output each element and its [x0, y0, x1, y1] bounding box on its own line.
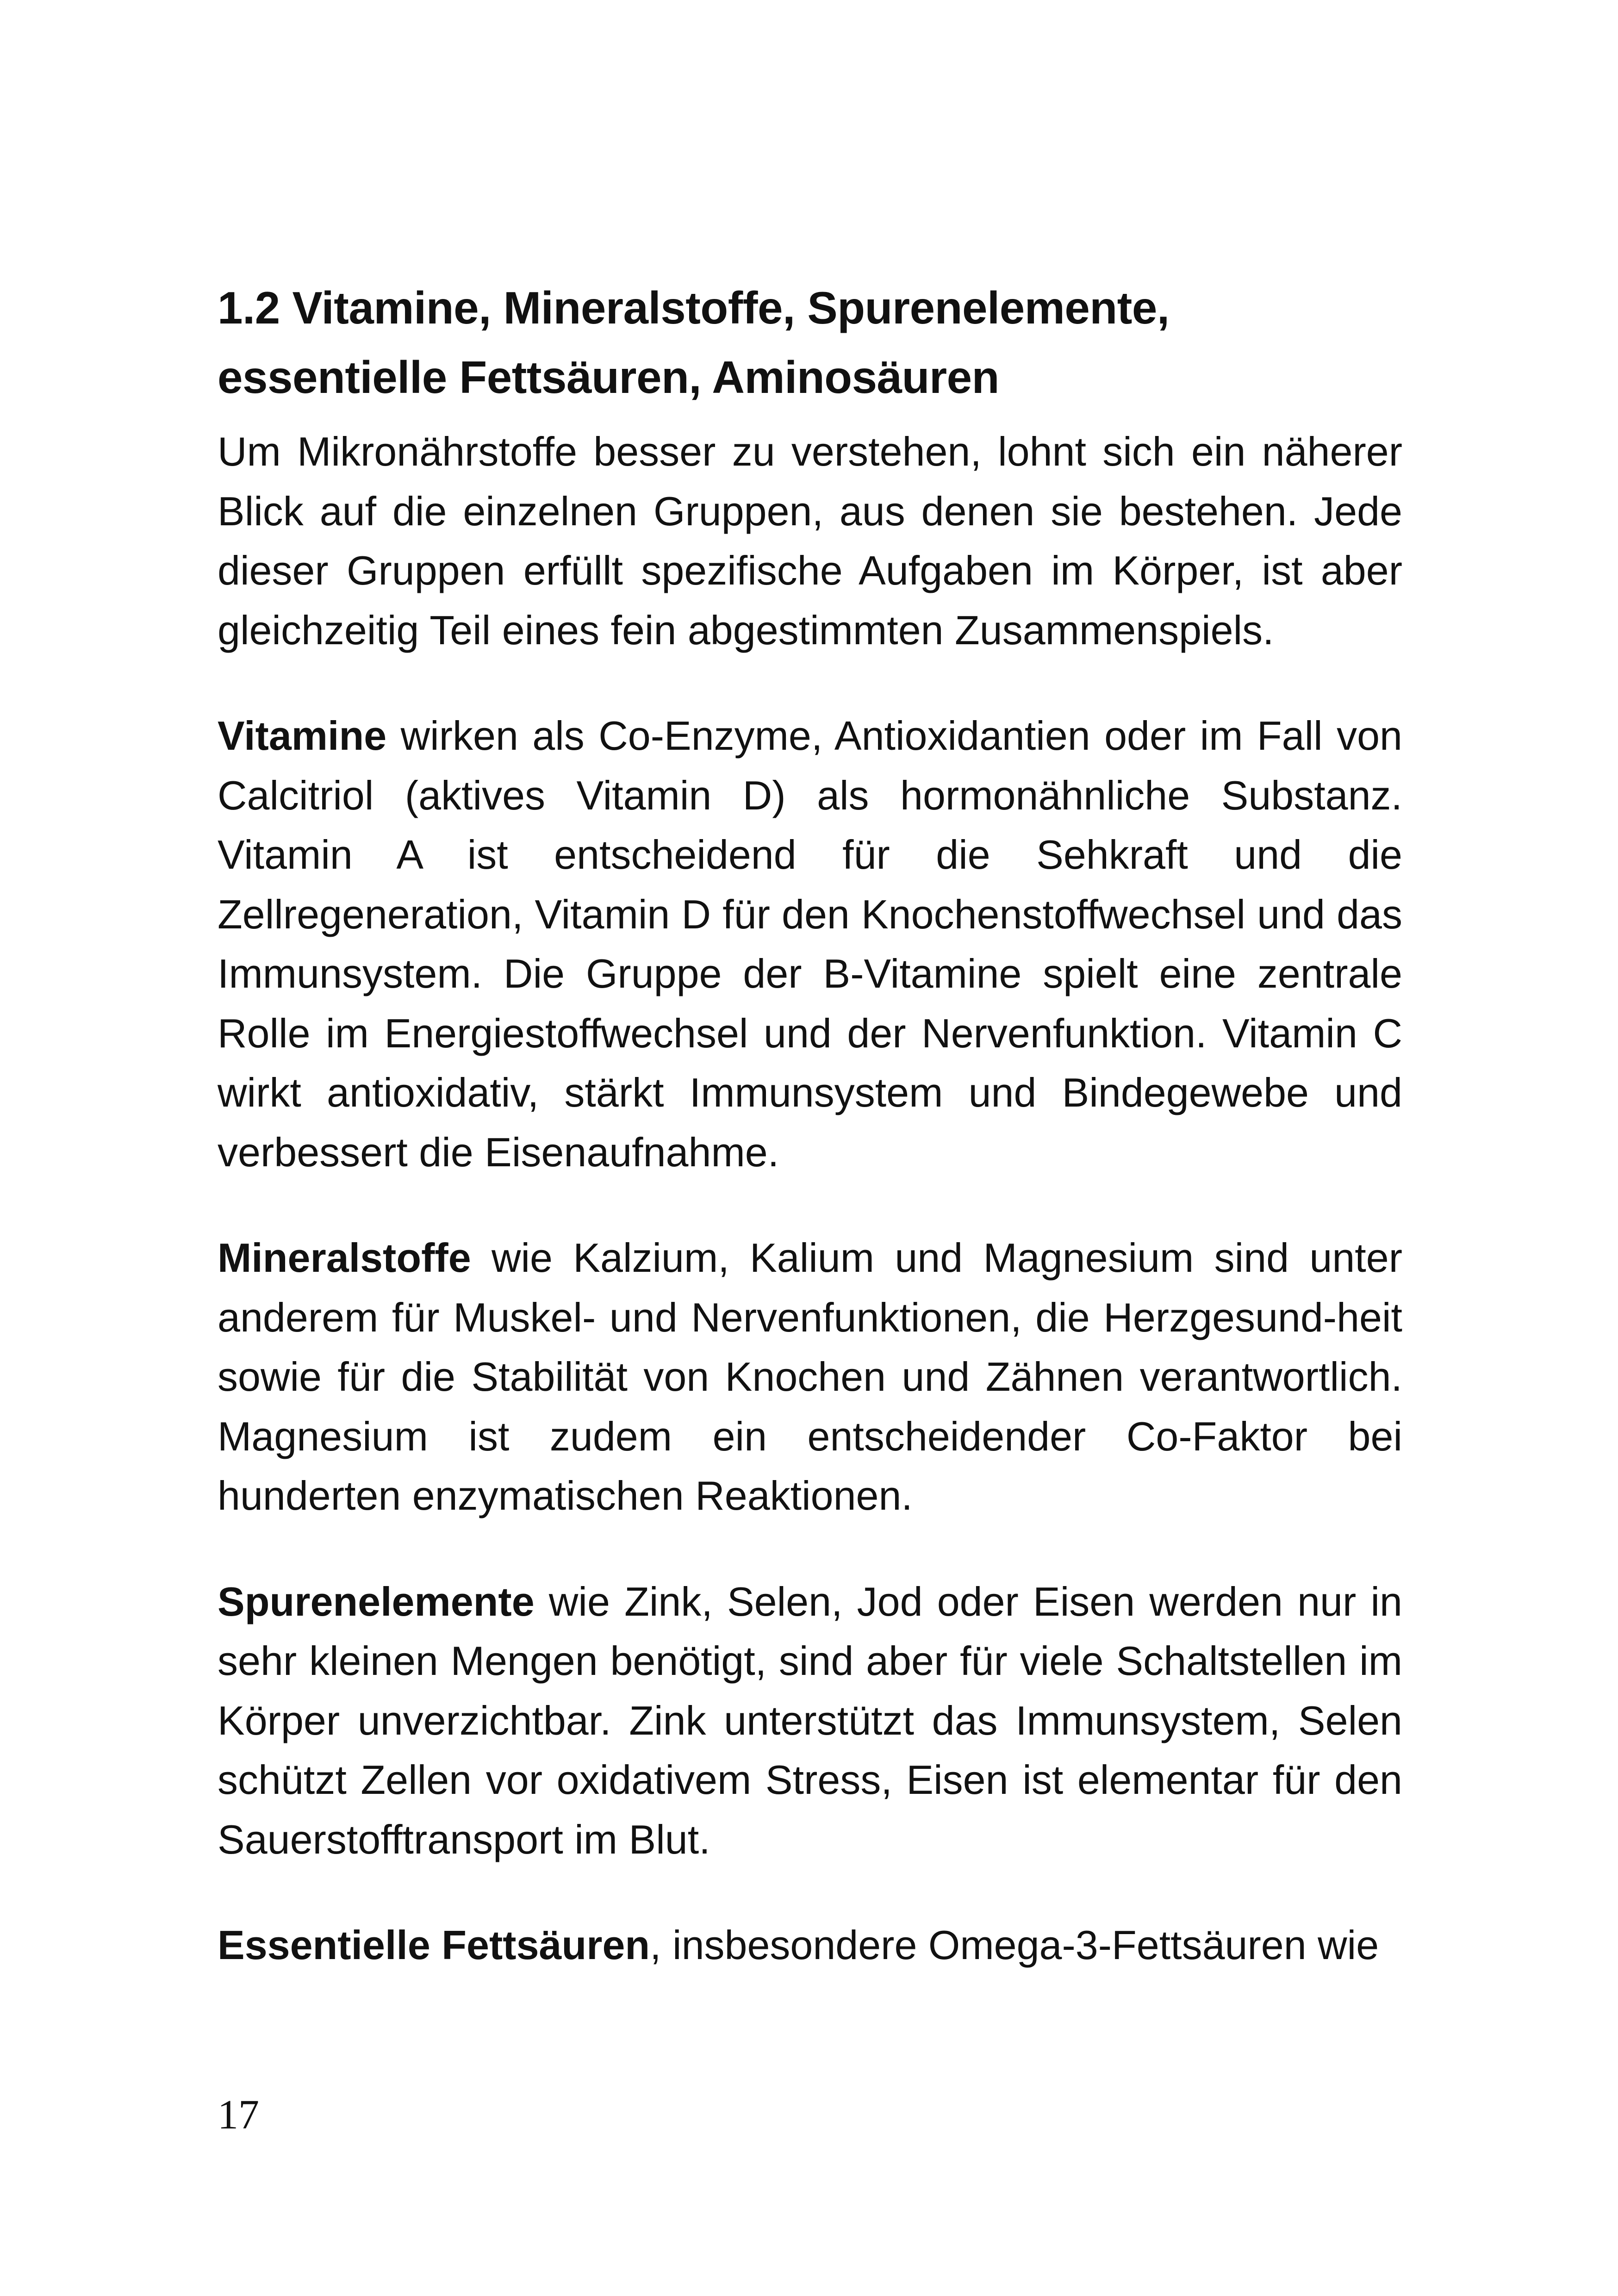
paragraph-lead-term: Mineralstoffe	[218, 1235, 471, 1281]
paragraph-body: , insbesondere Omega-3-Fettsäuren wie	[650, 1922, 1379, 1968]
paragraph-spurenelemente	[218, 1572, 1402, 1870]
section-heading-line-2: essentielle Fettsäuren, Aminosäuren	[218, 352, 999, 403]
paragraph-body: wirken als Co-Enzyme, Antioxidantien oder im Fall von Calcitriol (aktives Vitamin D) als hormonähnliche Substanz. Vitamin A ist entscheidend für die Sehkraft und die Zellregeneration, Vitamin D für den Knochenstoffwechsel und das Immunsystem. Die Gruppe der B-Vitamine spielt eine zentrale Rolle im Energiestoffwechsel und der Nervenfunktion. Vitamin C wirkt antioxidativ, stärkt Immunsystem und Bindegewebe und verbessert die Eisenaufnahme.	[218, 713, 1402, 1175]
paragraph-body: wie Zink, Selen, Jod oder Eisen werden nur in sehr kleinen Mengen benötigt, sind aber für viele Schaltstellen im Körper unverzichtbar. Zink unterstützt das Immunsystem, Selen schützt Zellen vor oxidativem Stress, Eisen ist elementar für den Sauerstofftransport im Blut.	[218, 1578, 1402, 1862]
paragraph-body: wie Kalzium, Kalium und Magnesium sind unter anderem für Muskel- und Nervenfunktionen, die Herzgesund-heit sowie für die Stabilität von Knochen und Zähnen verantwortlich. Magnesium ist zudem ein entscheidender Co-Faktor bei hunderten enzymatischen Reaktionen.	[218, 1235, 1402, 1518]
section-heading	[218, 273, 1402, 412]
page-number: 17	[218, 2092, 259, 2138]
intro-paragraph: Um Mikronährstoffe besser zu verstehen, lohnt sich ein näherer Blick auf die einzelnen Gruppen, aus denen sie bestehen. Jede dieser Gruppen erfüllt spezifische Aufgaben im Körper, ist aber gleichzeitig Teil eines fein abgestimmten Zusammenspiels.	[218, 429, 1402, 653]
paragraph-vitamine	[218, 706, 1402, 1182]
page-content	[218, 273, 1402, 1975]
section-heading-line-1: 1.2 Vitamine, Mineralstoffe, Spurenelemente,	[218, 282, 1170, 333]
paragraph-fettsaeuren	[218, 1916, 1402, 1975]
paragraph-lead-term: Essentielle Fettsäuren	[218, 1922, 650, 1968]
paragraph-lead-term: Spurenelemente	[218, 1578, 535, 1624]
paragraph-lead-term: Vitamine	[218, 713, 387, 759]
paragraph-mineralstoffe	[218, 1228, 1402, 1526]
